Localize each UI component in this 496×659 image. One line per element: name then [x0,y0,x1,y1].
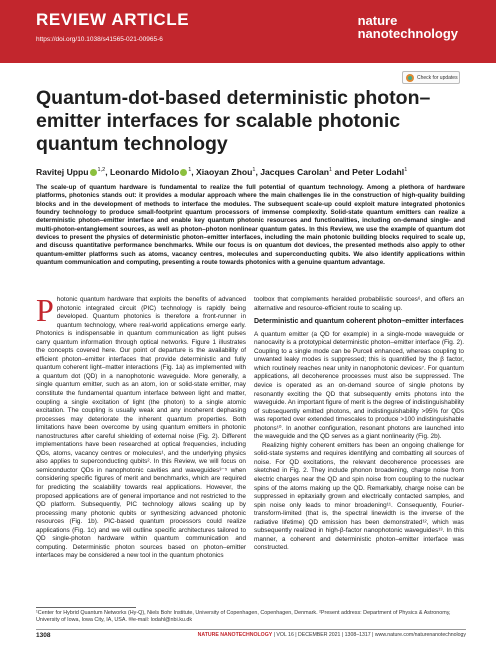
journal-name: NATURE NANOTECHNOLOGY [197,632,273,638]
page-number: 1308 [36,632,51,639]
author-affiliation: 1 [329,167,333,174]
journal-logo [358,14,458,40]
article-type-label: REVIEW ARTICLE [36,10,190,29]
author-name[interactable]: Leonardo Midolo [109,167,180,177]
journal-logo-line2: nanotechnology [357,26,458,41]
drop-cap: P [36,292,54,328]
author-affiliation: 1 [404,167,408,174]
crossmark-icon [406,74,414,82]
author-name[interactable]: Ravitej Uppu [36,167,89,177]
footer-divider [36,629,466,630]
footnote-divider [36,607,136,608]
abstract: The scale-up of quantum hardware is fundamental to realize the full potential of quantum technology. Among a plethora of hardware platforms, photonics stands out: it provides a modular approach where the main challenges lie in the construction of high-quality building blocks and in the development of methods to interface the modules. The subsequent scale-up could exploit mature integrated photonics foundry technology to produce small-footprint quantum processors of immense complexity. Solid-state quantum emitters can realize a deterministic photon–emitter interface and enable key quantum photonic resources and functionalities, including on-demand single- and multi-photon-entanglement sources, as well as photon–photon nonlinear quantum gates. In this Review, we use the example of quantum dot devices to present the physics of deterministic photon–emitter interfaces, including the main photonic building blocks required to scale up, and discuss quantitative performance benchmarks. While our focus is on quantum dot devices, the presented methods also apply to other quantum-emitter platforms such as atoms, vacancy centres, molecules and superconducting qubits. We also identify applications within quantum communication and computing, presenting a route towards photonics with a genuine quantum advantage. [36,184,465,267]
body-paragraph: Realizing highly coherent emitters has been an ongoing challenge for solid-state systems and requires identifying and combatting all sources of noise. For QD excitations, the relevant decoherence processes are sketched in Fig. 2. They include phonon broadening, charge noise from electric charges near the QD and spin noise from coupling to the nuclear spins of the atoms making up the QD. Remarkably, charge noise can be suppressed in epitaxially grown and electrically contacted samples, and spin noise only leads to minor broadening¹¹. Consequently, Fourier-transform-limited (that is, the spectral linewidth is the inverse of the radiative lifetime) QD emission has been demonstrated¹², which was subsequently realized in high-β-factor nanophotonic waveguides¹³. In this manner, a coherent and deterministic photon–emitter interface was constructed. [254,441,464,552]
journal-logo-line1: nature [357,13,398,28]
section-heading: Deterministic and quantum coherent photon–emitter interfaces [254,318,464,326]
body-paragraph: toolbox that complements heralded probabilistic sources⁶, and offers an alternative and resource-efficient route to scaling up. [254,296,464,312]
author-affiliation: 1 [188,167,192,174]
journal-info [198,632,466,638]
author-list: Ravitej Uppu $^{1,2}$, Leonardo Midolo $^1$, Xiaoyan Zhou$^1$, Jacques Carolan$^1$ and Peter Lodahl$^1$ [36,167,408,177]
journal-details[interactable]: | VOL 16 | DECEMBER 2021 | 1308–1317 | www.nature.com/naturenanotechnology [273,632,466,638]
doi-link[interactable]: https://doi.org/10.1038/s41565-021-00965-6 [36,36,163,43]
check-for-updates-button[interactable] [402,71,460,84]
affiliation-footnote: ¹Center for Hybrid Quantum Networks (Hy-Q), Niels Bohr Institute, University of Copenhagen, Copenhagen, Denmark. ²Present address: Department of Physics & Astronomy, University of Iowa, Iowa City, IA, USA. ✉e-mail: lodahl@nbi.ku.dk [36,610,451,623]
orcid-icon[interactable] [90,169,97,176]
body-paragraph: hotonic quantum hardware that exploits the benefits of advanced photonic integrated circuit (PIC) technology is rapidly being developed. Quantum photonics is therefore a front-runner in quantum technology, where real-world applications emerge early. Photonics is indispensable in quantum communication as light pulses carry quantum information through optical networks. Figure 1 illustrates the concepts covered here. Our point of departure is the availability of efficient photon–emitter interfaces that provide deterministic and fully quantum coherent light–matter interactions (Fig. 1a) as implemented with a quantum dot (QD) in a nanophotonic waveguide. More generally, a single quantum emitter, such as an atom, ion or solid-state emitter, may constitute the fundamental quantum interface between light and matter, coupling a single excitation of light (the photon) to a single atomic excitation. The coupling is usually weak and any incoherent dephasing processes may deteriorate the inherent quantum properties. Both limitations have been overcome by using quantum emitters in photonic nanostructures after careful shielding of external noise (Fig. 2). Different implementations have been researched at optical frequencies, including QDs, atoms, vacancy centres or molecules¹, and the underlying physics also applies to superconducting qubits². In this Review, we will focus on semiconductor QDs in nanophotonic cavities and waveguides³⁻⁵ when considering specific figures of merit and benchmarks, which are required for predicting the scalability towards real applications. However, the proposed applications are of general importance and not restricted to the QD platform. Subsequently, PIC technology allows scaling up by processing many photonic qubits or synthesizing advanced photonic resources (Fig. 1b). PIC-based quantum processors could realize applications (Fig. 1c) and we will outline specific architectures tailored to QD single-photon hardware within quantum communication and computing. Deterministic photon sources based on photon–emitter interfaces may be considered a new tool in the quantum photonics [36,296,246,560]
check-for-updates-label: Check for updates [417,74,458,81]
orcid-icon[interactable] [180,169,187,176]
author-name[interactable]: Xiaoyan Zhou [196,167,253,177]
author-affiliation: 1,2 [97,167,106,174]
author-affiliation: 1 [252,167,256,174]
article-title: Quantum-dot-based deterministic photon–emitter interfaces for scalable photonic quantum technology [36,87,431,155]
author-name[interactable]: Jacques Carolan [260,167,330,177]
body-column-left [36,292,246,561]
body-column-right [254,296,464,553]
body-paragraph: A quantum emitter (a QD for example) in a single-mode waveguide or nanocavity is a prototypical deterministic photon–emitter interface (Fig. 2). Coupling to a single mode can be Purcell enhanced, whereas coupling to unwanted leaky modes is suppressed; this is quantified by the β factor, which routinely reaches near unity in nanophotonic devices⁷. For quantum applications, all decoherence processes must also be suppressed. The device is operated as an on-demand source of single photons by resonantly exciting the QD that subsequently emits photons into the waveguide. An important figure of merit is the degree of indistinguishability of subsequently emitted photons, and indistinguishability >95% for QDs was reported over extended timescales to produce >100 indistinguishable photons¹⁰. In another configuration, resonant photons are launched into the waveguide and the QD serves as a giant nonlinearity (Fig. 2b). [254,330,464,441]
author-name[interactable]: Peter Lodahl [352,167,405,177]
